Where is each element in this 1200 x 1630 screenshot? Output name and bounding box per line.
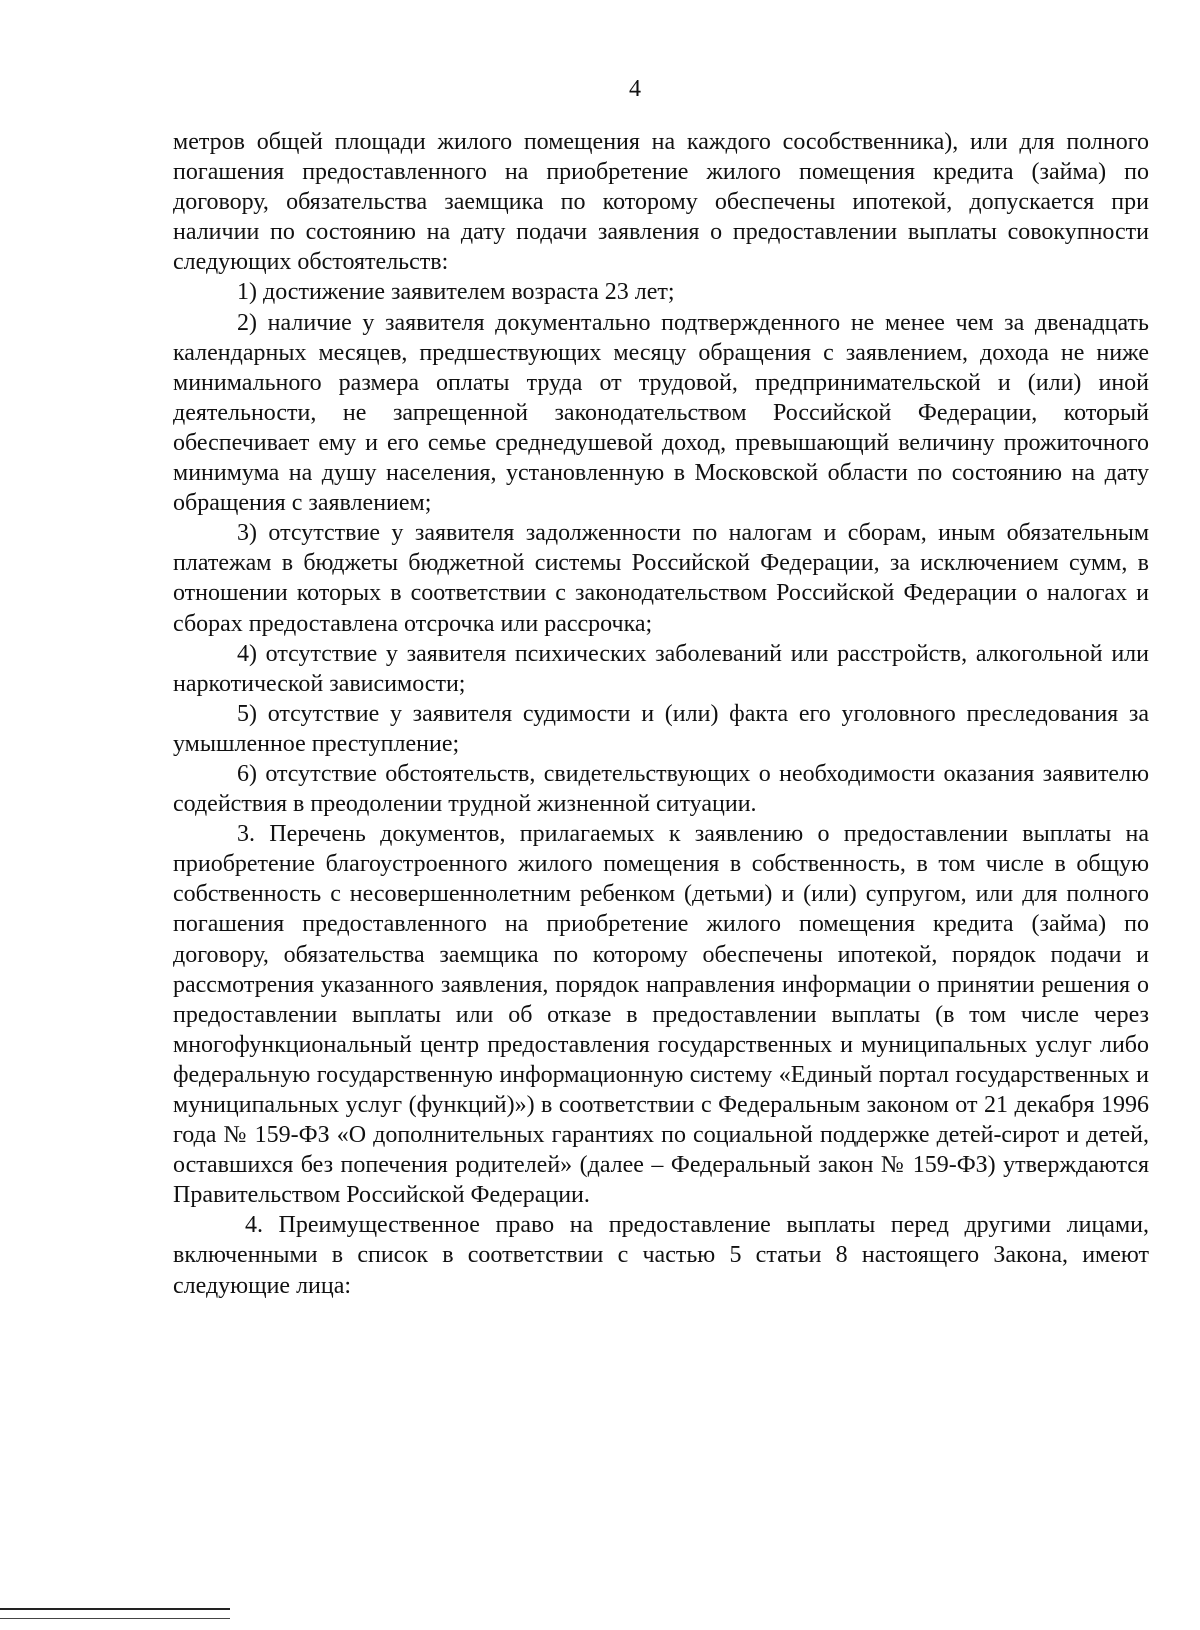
paragraph-item-3: 3) отсутствие у заявителя задолженности по налогам и сборам, иным обязательным платежам в бюджеты бюджетной системы Российской Федерации, за исключением сумм, в отношении которых в соответствии с законодательством Российской Федерации о налогах и сборах предоставлена отсрочка или рассрочка;	[173, 520, 1149, 637]
paragraph-item-1: 1) достижение заявителем возраста 23 лет;	[237, 279, 675, 306]
paragraph-continuation: метров общей площади жилого помещения на каждого сособственника), или для полного погашения предоставленного на приобретение жилого помещения кредита (займа) по договору, обязательства заемщика по которому обеспечены ипотекой, допускается при наличии по состоянию на дату подачи заявления о предоставлении выплаты совокупности следующих обстоятельств:	[173, 129, 1149, 276]
paragraph-item-4: 4) отсутствие у заявителя психических заболеваний или расстройств, алкогольной или наркотической зависимости;	[173, 640, 1149, 697]
scan-edge-line-secondary	[0, 1618, 230, 1619]
scan-edge-line	[0, 1608, 230, 1610]
paragraph-item-2: 2) наличие у заявителя документально подтвержденного не менее чем за двенадцать календарных месяцев, предшествующих месяцу обращения с заявлением, дохода не ниже минимального размера оплаты труда от трудовой, предпринимательской и (или) иной деятельности, не запрещенной законодательством Российской Федерации, который обеспечивает ему и его семье среднедушевой доход, превышающий величину прожиточного минимума на душу населения, установленную в Московской области по состоянию на дату обращения с заявлением;	[173, 309, 1149, 517]
paragraph-section-3: 3. Перечень документов, прилагаемых к заявлению о предоставлении выплаты на приобретение благоустроенного жилого помещения в собственность, в том числе в общую собственность с несовершеннолетним ребенком (детьми) и (или) супругом, или для полного погашения предоставленного на приобретение жилого помещения кредита (займа) по договору, обязательства заемщика по которому обеспечены ипотекой, порядок подачи и рассмотрения указанного заявления, порядок направления информации о принятии решения о предоставлении выплаты или об отказе в предоставлении выплаты (в том числе через многофункциональный центр предоставления государственных и муниципальных услуг либо федеральную государственную информационную систему «Единый портал государственных и муниципальных услуг (функций)») в соответствии с Федеральным законом от 21 декабря 1996 года № 159-ФЗ «О дополнительных гарантиях по социальной поддержке детей-сирот и детей, оставшихся без попечения родителей» (далее – Федеральный закон № 159-ФЗ) утверждаются Правительством Российской Федерации.	[173, 821, 1149, 1209]
paragraph-item-5: 5) отсутствие у заявителя судимости и (или) факта его уголовного преследования за умышленное преступление;	[173, 700, 1149, 757]
page-number: 4	[629, 76, 641, 102]
paragraph-section-4: 4. Преимущественное право на предоставление выплаты перед другими лицами, включенными в список в соответствии с частью 5 статьи 8 настоящего Закона, имеют следующие лица:	[173, 1212, 1149, 1299]
paragraph-item-6: 6) отсутствие обстоятельств, свидетельствующих о необходимости оказания заявителю содействия в преодолении трудной жизненной ситуации.	[173, 760, 1149, 818]
document-body	[173, 127, 1149, 1301]
